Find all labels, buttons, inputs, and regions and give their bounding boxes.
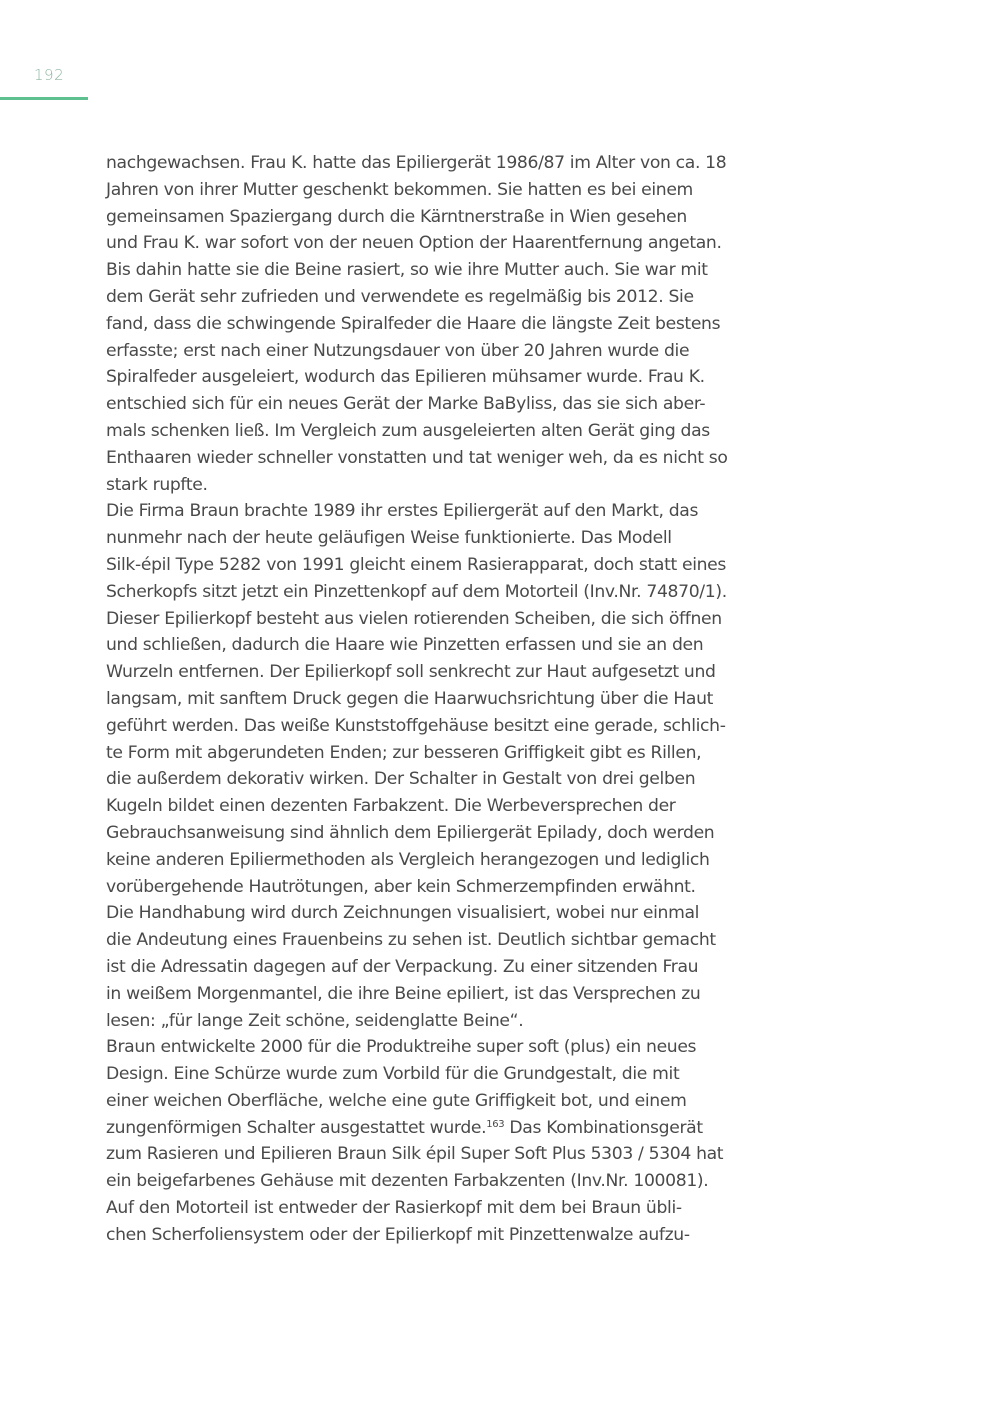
header-rule [0, 97, 88, 100]
text-segment: zungenförmigen Schalter ausgestattet wurde. [106, 1117, 487, 1138]
text-line: Braun entwickelte 2000 für die Produktreihe super soft (plus) ein neues [106, 1037, 697, 1058]
text-line: entschied sich für ein neues Gerät der Marke BaByliss, das sie sich aber- [106, 394, 706, 415]
text-line: Auf den Motorteil ist entweder der Rasierkopf mit dem bei Braun übli- [106, 1198, 682, 1219]
text-line: Wurzeln entfernen. Der Epilierkopf soll senkrecht zur Haut aufgesetzt und [106, 662, 716, 683]
text-line: ist die Adressatin dagegen auf der Verpackung. Zu einer sitzenden Frau [106, 956, 699, 977]
body-text [106, 150, 786, 1249]
text-line [106, 1115, 786, 1142]
text-line: Design. Eine Schürze wurde zum Vorbild für die Grundgestalt, die mit [106, 1064, 680, 1085]
text-line: die außerdem dekorativ wirken. Der Schalter in Gestalt von drei gelben [106, 769, 696, 790]
text-line: Dieser Epilierkopf besteht aus vielen rotierenden Scheiben, die sich öffnen [106, 608, 722, 629]
paragraph [106, 498, 786, 1034]
footnote-reference[interactable]: 163 [486, 1118, 505, 1130]
text-line: Enthaaren wieder schneller vonstatten und tat weniger weh, da es nicht so [106, 447, 728, 468]
text-line: nunmehr nach der heute geläufigen Weise funktionierte. Das Modell [106, 528, 672, 549]
text-line: Spiralfeder ausgeleiert, wodurch das Epilieren mühsamer wurde. Frau K. [106, 367, 705, 388]
text-line: fand, dass die schwingende Spiralfeder die Haare die längste Zeit bestens [106, 313, 721, 334]
text-line: vorübergehende Hautrötungen, aber kein Schmerzempfinden erwähnt. [106, 876, 696, 897]
text-line: gemeinsamen Spaziergang durch die Kärntnerstraße in Wien gesehen [106, 206, 687, 227]
text-line: zum Rasieren und Epilieren Braun Silk épil Super Soft Plus 5303 / 5304 hat [106, 1144, 724, 1165]
text-line: Die Firma Braun brachte 1989 ihr erstes Epiliergerät auf den Markt, das [106, 501, 699, 522]
text-line: chen Scherfoliensystem oder der Epilierkopf mit Pinzettenwalze aufzu- [106, 1224, 690, 1245]
text-line: und schließen, dadurch die Haare wie Pinzetten erfassen und sie an den [106, 635, 704, 656]
text-line: Die Handhabung wird durch Zeichnungen visualisiert, wobei nur einmal [106, 903, 700, 924]
text-line: Jahren von ihrer Mutter geschenkt bekommen. Sie hatten es bei einem [106, 179, 693, 200]
text-line: Kugeln bildet einen dezenten Farbakzent. Die Werbeversprechen der [106, 796, 676, 817]
page-number: 192 [34, 66, 65, 84]
text-line: stark rupfte. [106, 474, 208, 495]
text-line: erfasste; erst nach einer Nutzungsdauer von über 20 Jahren wurde die [106, 340, 690, 361]
text-line: Gebrauchsanweisung sind ähnlich dem Epiliergerät Epilady, doch werden [106, 822, 715, 843]
text-line: in weißem Morgenmantel, die ihre Beine epiliert, ist das Versprechen zu [106, 983, 701, 1004]
text-line: Silk-épil Type 5282 von 1991 gleicht einem Rasierapparat, doch statt eines [106, 554, 726, 575]
paragraph [106, 150, 786, 498]
paragraph [106, 1034, 786, 1248]
text-line: dem Gerät sehr zufrieden und verwendete es regelmäßig bis 2012. Sie [106, 286, 694, 307]
text-line: Bis dahin hatte sie die Beine rasiert, so wie ihre Mutter auch. Sie war mit [106, 260, 708, 281]
text-segment: Das Kombinationsgerät [504, 1117, 703, 1138]
text-line: keine anderen Epiliermethoden als Vergleich herangezogen und lediglich [106, 849, 710, 870]
text-line: lesen: „für lange Zeit schöne, seidenglatte Beine“. [106, 1010, 524, 1031]
text-line: nachgewachsen. Frau K. hatte das Epiliergerät 1986/87 im Alter von ca. 18 [106, 153, 727, 173]
text-line: ein beigefarbenes Gehäuse mit dezenten Farbakzenten (Inv.Nr. 100081). [106, 1171, 709, 1192]
text-line: geführt werden. Das weiße Kunststoffgehäuse besitzt eine gerade, schlich- [106, 715, 726, 736]
text-line: mals schenken ließ. Im Vergleich zum ausgeleierten alten Gerät ging das [106, 420, 710, 441]
text-line: langsam, mit sanftem Druck gegen die Haarwuchsrichtung über die Haut [106, 688, 714, 709]
text-line: te Form mit abgerundeten Enden; zur besseren Griffigkeit gibt es Rillen, [106, 742, 702, 763]
text-line: die Andeutung eines Frauenbeins zu sehen ist. Deutlich sichtbar gemacht [106, 930, 716, 951]
text-line: einer weichen Oberfläche, welche eine gute Griffigkeit bot, und einem [106, 1090, 687, 1111]
text-line: und Frau K. war sofort von der neuen Option der Haarentfernung angetan. [106, 233, 722, 254]
text-line: Scherkopfs sitzt jetzt ein Pinzettenkopf auf dem Motorteil (Inv.Nr. 74870/1). [106, 581, 727, 602]
